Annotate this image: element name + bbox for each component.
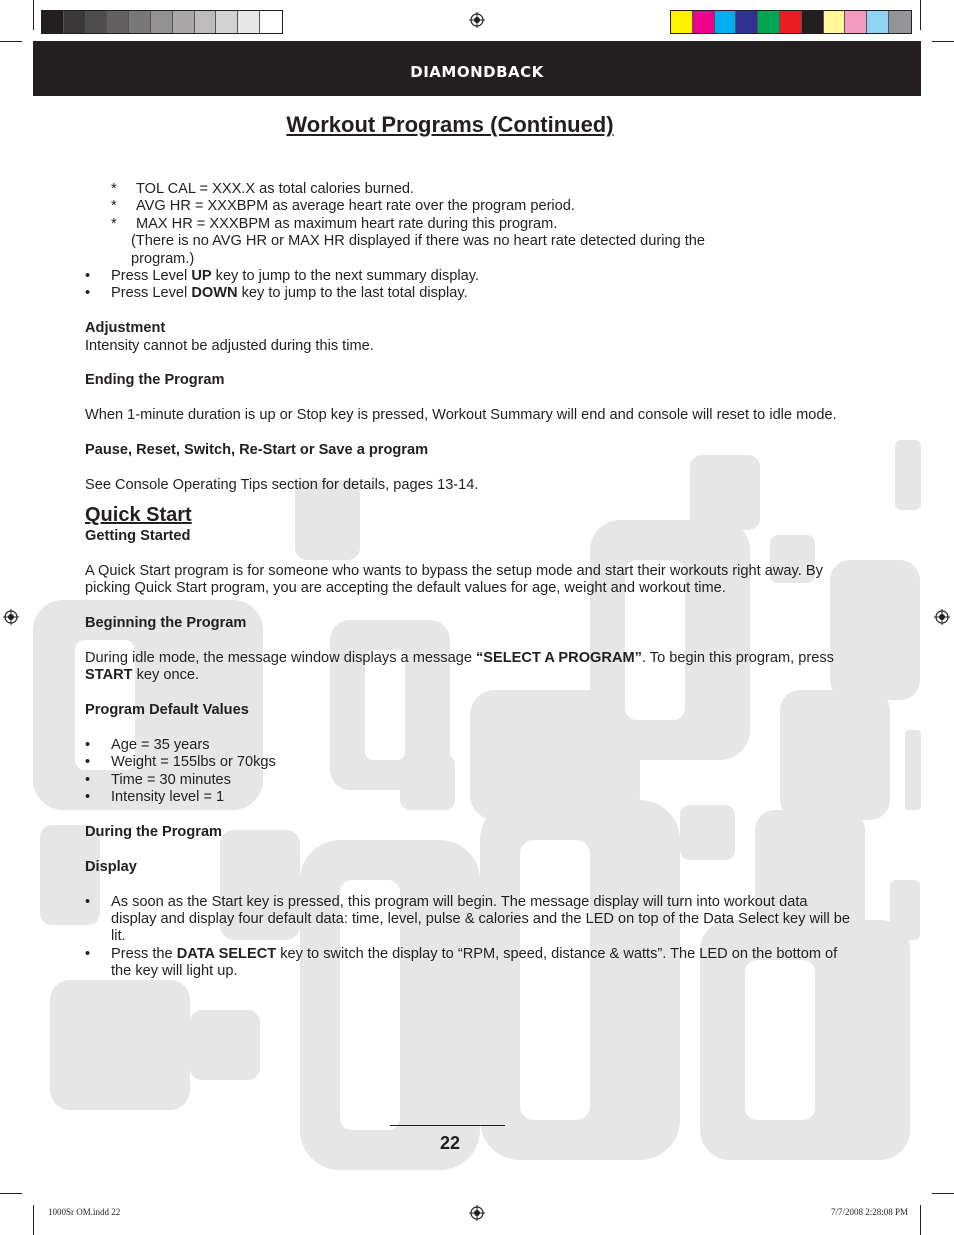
calibration-swatch (715, 11, 737, 33)
registration-mark-icon (934, 609, 950, 625)
adjustment-text: Intensity cannot be adjusted during this time. (85, 337, 374, 354)
ending-heading: Ending the Program (85, 372, 225, 389)
text-run: key to jump to the last total display. (237, 285, 468, 302)
text-run: • (85, 789, 91, 806)
crop-mark (0, 41, 22, 42)
calibration-swatch (736, 11, 758, 33)
text-run: Time = 30 minutes (111, 771, 231, 788)
beginning-heading: Beginning the Program (85, 615, 247, 632)
crop-mark (920, 0, 921, 30)
page-body (85, 181, 855, 981)
text-run: • (85, 285, 91, 302)
calibration-swatch (129, 11, 151, 33)
calibration-swatch (216, 11, 238, 33)
list-item (85, 946, 855, 981)
pause-text: See Console Operating Tips section for details, pages 13-14. (85, 476, 479, 493)
text-run: * (111, 215, 117, 232)
registration-mark-icon (3, 609, 19, 625)
text-run: key to jump to the next summary display. (211, 268, 479, 285)
adjustment-heading: Adjustment (85, 320, 166, 337)
calibration-swatch (86, 11, 108, 33)
calibration-swatch (758, 11, 780, 33)
text-run: Weight = 155lbs or 70kgs (111, 754, 276, 771)
list-item (85, 181, 855, 198)
defaults-heading: Program Default Values (85, 702, 249, 719)
text-run: • (85, 893, 91, 910)
slug-timestamp: 7/7/2008 2:28:08 PM (830, 1207, 908, 1217)
calibration-swatch (867, 11, 889, 33)
text-run: key once. (132, 667, 200, 684)
getting-started-text: A Quick Start program is for someone who wants to bypass the setup mode and start their workouts right away. By picking Quick Start program, you are accepting the default values for age, weight and workout time. (85, 563, 823, 597)
calibration-swatch (260, 11, 282, 33)
text-run: * (111, 181, 117, 197)
text-run: Intensity level = 1 (111, 789, 225, 806)
beginning-text (85, 650, 855, 685)
text-run: Age = 35 years (111, 737, 210, 754)
text-run: . To begin this program, press (641, 650, 834, 667)
text-run: Press the (111, 945, 177, 962)
quick-start-heading: Quick Start (85, 504, 192, 527)
calibration-swatch (42, 11, 64, 33)
text-run: TOL CAL = XXX.X as total calories burned. (136, 181, 415, 197)
list-item (85, 268, 855, 285)
summary-note (85, 233, 855, 268)
calibration-swatch (780, 11, 802, 33)
calibration-swatch (173, 11, 195, 33)
calibration-swatch (693, 11, 715, 33)
registration-mark-icon (469, 12, 485, 28)
calibration-swatch (889, 11, 911, 33)
crop-mark (33, 0, 34, 30)
calibration-swatch (64, 11, 86, 33)
list-item (85, 789, 855, 806)
footer-rule (390, 1125, 505, 1126)
registration-mark-icon (469, 1205, 485, 1221)
list-item (85, 285, 855, 302)
list-item (85, 198, 855, 215)
crop-mark (932, 41, 954, 42)
page-number: 22 (439, 1133, 461, 1153)
text-run: MAX HR = XXXBPM as maximum heart rate during this program. (136, 215, 558, 232)
text-run: program.) (131, 250, 195, 267)
ending-text: When 1-minute duration is up or Stop key is pressed, Workout Summary will end and console will reset to idle mode. (85, 407, 837, 424)
diamondback-logo: DIAMONDBACK (410, 63, 544, 81)
page-title: Workout Programs (Continued) (286, 112, 614, 137)
slug-filename: 1000Sr OM.indd 22 (48, 1207, 121, 1217)
list-item (85, 737, 855, 754)
text-run: Press Level (111, 285, 192, 302)
crop-mark (920, 1205, 921, 1235)
calibration-swatch (151, 11, 173, 33)
list-item (85, 754, 855, 771)
text-run: Press Level (111, 268, 192, 285)
text-run: • (85, 945, 91, 962)
text-run: • (85, 737, 91, 754)
text-run: DATA SELECT (176, 945, 277, 962)
text-run: START (85, 667, 133, 684)
pause-heading: Pause, Reset, Switch, Re-Start or Save a program (85, 442, 429, 459)
crop-mark (0, 1193, 22, 1194)
getting-started-heading: Getting Started (85, 528, 191, 545)
crop-mark (33, 1205, 34, 1235)
text-run: * (111, 198, 117, 215)
calibration-swatch (802, 11, 824, 33)
list-item (85, 772, 855, 789)
calibration-swatch (845, 11, 867, 33)
text-run: UP (191, 268, 212, 285)
display-heading: Display (85, 858, 137, 875)
crop-mark (932, 1193, 954, 1194)
grayscale-calibration-bar (41, 10, 283, 34)
text-run: As soon as the Start key is pressed, this program will begin. The message display will turn into workout data display and display four default data: time, level, pulse & calories and the LED on top of the Data Select key will be lit. (111, 893, 851, 945)
text-run: • (85, 268, 91, 285)
header-band (33, 41, 921, 96)
text-run: • (85, 754, 91, 771)
text-run: DOWN (191, 285, 238, 302)
calibration-swatch (238, 11, 260, 33)
text-run: (There is no AVG HR or MAX HR displayed if there was no heart rate detected during the (131, 233, 706, 250)
calibration-swatch (824, 11, 846, 33)
calibration-swatch (671, 11, 693, 33)
calibration-swatch (195, 11, 217, 33)
text-run: “SELECT A PROGRAM” (476, 650, 642, 667)
text-run: AVG HR = XXXBPM as average heart rate over the program period. (136, 198, 575, 215)
text-run: • (85, 771, 91, 788)
text-run: key to switch the display to “RPM, speed, distance & watts”. The LED on the bottom of the key will light up. (111, 945, 838, 980)
text-run: During idle mode, the message window displays a message (85, 650, 476, 667)
list-item (85, 216, 855, 233)
color-calibration-bar (670, 10, 912, 34)
during-heading: During the Program (85, 824, 223, 841)
calibration-swatch (107, 11, 129, 33)
list-item (85, 894, 855, 946)
